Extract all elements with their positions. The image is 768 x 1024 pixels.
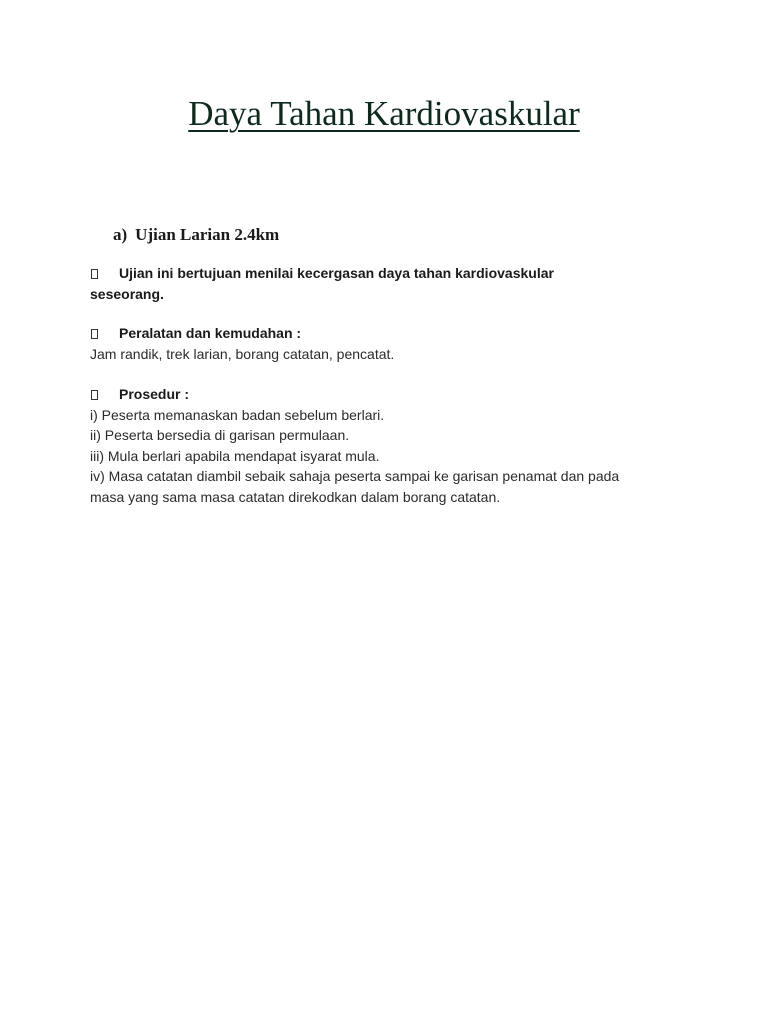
page-title: Daya Tahan Kardiovaskular (188, 94, 580, 133)
procedure-step: ii) Peserta bersedia di garisan permulaan. (90, 427, 350, 443)
subheading-text: Ujian Larian 2.4km (135, 225, 280, 244)
section-equipment-body: Jam randik, trek larian, borang catatan, pencatat. (90, 345, 395, 362)
section-procedure (90, 384, 690, 507)
bullet-box-icon (91, 269, 98, 279)
subheading (113, 224, 279, 246)
section-procedure-heading-text: Prosedur : (119, 386, 190, 402)
procedure-step: iv) Masa catatan diambil sebaik sahaja peserta sampai ke garisan penamat dan pada (90, 468, 620, 484)
section-purpose-text-1: Ujian ini bertujuan menilai kecergasan daya tahan kardiovaskular (119, 265, 554, 281)
subheading-marker: a) (113, 225, 128, 244)
section-purpose-line-2: seseorang. (90, 285, 164, 302)
bullet-box-icon (91, 329, 98, 339)
section-equipment (90, 323, 690, 364)
section-equipment-heading-text: Peralatan dan kemudahan : (119, 325, 302, 341)
procedure-step: iii) Mula berlari apabila mendapat isyarat mula. (90, 447, 380, 464)
bullet-box-icon (91, 390, 98, 400)
section-purpose-line-1 (90, 263, 690, 284)
procedure-step: masa yang sama masa catatan direkodkan dalam borang catatan. (90, 488, 501, 505)
procedure-step: i) Peserta memanaskan badan sebelum berlari. (90, 406, 385, 423)
section-purpose (90, 263, 690, 304)
section-equipment-heading (90, 323, 690, 344)
section-procedure-heading (90, 384, 690, 405)
